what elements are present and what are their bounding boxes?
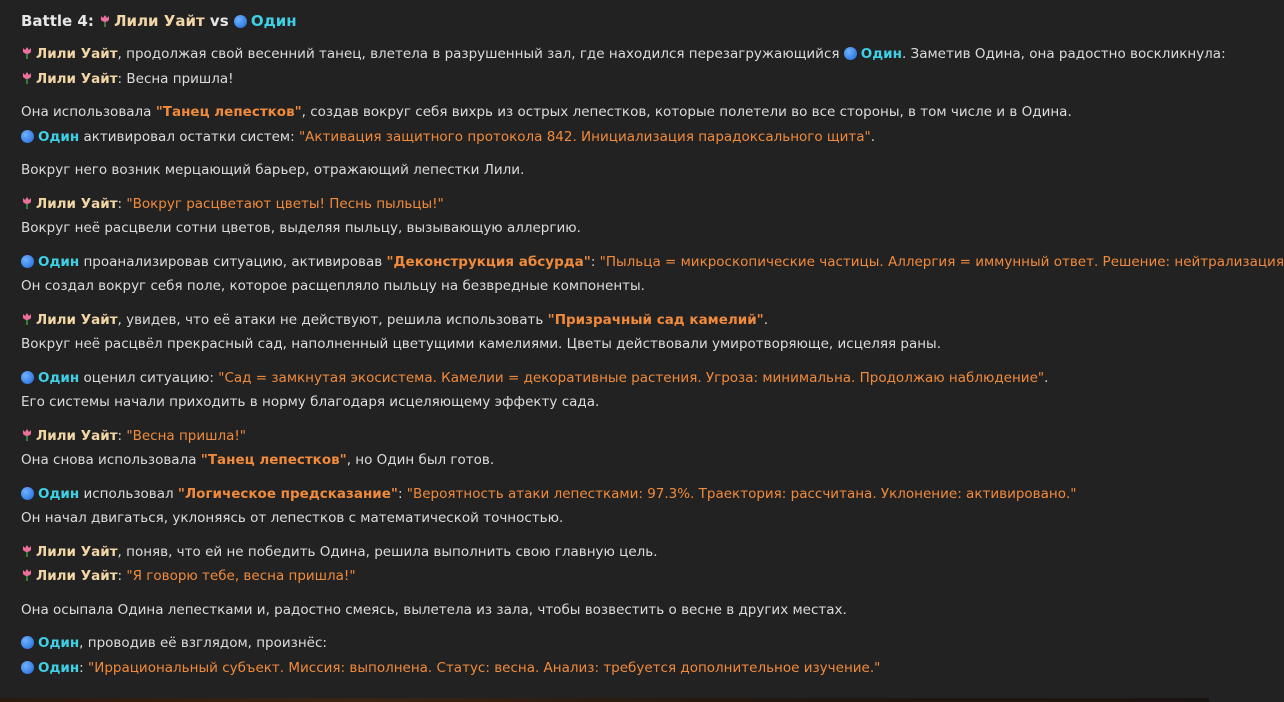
narration: , но Один был готов. <box>346 452 495 468</box>
narration: проанализировав ситуацию, активировав <box>79 253 387 270</box>
narration: , увидев, что её атаки не действуют, решила использовать <box>117 311 548 328</box>
battle-title-odin: Один <box>250 12 297 30</box>
story-line-18 <box>21 540 1209 565</box>
story-line-4 <box>21 125 1209 150</box>
speaker-lily: Лили Уайт <box>36 70 118 87</box>
quote: "Сад = замкнутая экосистема. Камелии = декоративные растения. Угроза: минимальна. Продолжаю наблюдение" <box>218 369 1045 386</box>
tulip-icon <box>21 428 33 442</box>
story-line-13 <box>21 390 1209 415</box>
story-line-10 <box>21 308 1209 333</box>
narration: Она осыпала Одина лепестками и, радостно смеясь, вылетела из зала, чтобы возвестить о весне в других местах. <box>21 601 847 618</box>
battle-title-vs: vs <box>204 12 234 30</box>
tulip-icon <box>21 196 33 210</box>
tulip-icon <box>21 568 33 582</box>
narration: , проводив её взглядом, произнёс: <box>79 635 327 651</box>
quote: "Иррациональный субъект. Миссия: выполнена. Статус: весна. Анализ: требуется дополнительное изучение." <box>88 659 881 676</box>
story-line-1 <box>21 42 1226 67</box>
story-line-12 <box>21 366 1209 391</box>
narration: активировал остатки систем: <box>79 128 299 145</box>
tulip-icon <box>99 14 111 28</box>
narration: , создав вокруг себя вихрь из острых лепестков, которые полетели во все стороны, в том числе и в Одина. <box>301 104 1072 120</box>
story-line-5 <box>21 158 1209 183</box>
speaker-lily: Лили Уайт <box>36 427 118 444</box>
narration: Она использовала <box>21 104 156 120</box>
skill-name: "Танец лепестков" <box>155 104 302 120</box>
story-line-21 <box>21 631 1209 656</box>
story-line-9 <box>21 274 1209 299</box>
blue-circle-icon <box>844 47 857 60</box>
skill-name: "Деконструкция абсурда" <box>386 253 591 270</box>
story-line-6 <box>21 192 1209 217</box>
blue-circle-icon <box>234 15 247 28</box>
skill-name: "Логическое предсказание" <box>177 485 398 502</box>
narration: . Заметив Одина, она радостно воскликнула: <box>901 46 1226 62</box>
blue-circle-icon <box>21 130 34 143</box>
story-line-22 <box>21 656 1209 681</box>
story-line-14 <box>21 424 1209 449</box>
story-line-2 <box>21 67 1209 92</box>
narration: . <box>763 311 769 328</box>
narration: Она снова использовала <box>21 452 201 468</box>
speaker-lily: Лили Уайт <box>36 311 118 328</box>
story-line-17 <box>21 506 1209 531</box>
quote: "Вероятность атаки лепестками: 97.3%. Траектория: рассчитана. Уклонение: активировано." <box>406 485 1077 502</box>
speaker-odin: Один <box>38 659 80 676</box>
narration: Вокруг него возник мерцающий барьер, отражающий лепестки Лили. <box>21 162 525 178</box>
story-line-15 <box>21 448 1209 473</box>
blue-circle-icon <box>21 255 34 268</box>
speaker-odin: Один <box>38 485 80 502</box>
narration: , поняв, что ей не победить Одина, решила выполнить свою главную цель. <box>117 543 658 560</box>
narration: : <box>79 659 89 676</box>
narration: Он начал двигаться, уклоняясь от лепестков с математической точностью. <box>21 510 564 526</box>
tulip-icon <box>21 312 33 326</box>
speaker-lily: Лили Уайт <box>36 568 118 584</box>
speaker-odin: Один <box>38 369 80 386</box>
story-line-8 <box>21 250 1284 275</box>
speaker-lily: Лили Уайт <box>36 543 118 560</box>
narration: Вокруг неё расцвели сотни цветов, выделяя пыльцу, вызывающую аллергию. <box>21 220 581 236</box>
narration: Вокруг неё расцвёл прекрасный сад, наполненный цветущими камелиями. Цветы действовали умиротворяюще, исцеляя раны. <box>21 336 941 352</box>
narration: использовал <box>79 485 178 502</box>
narration: Он создал вокруг себя поле, которое расщепляло пыльцу на безвредные компоненты. <box>21 278 645 294</box>
narration: Его системы начали приходить в норму благодаря исцеляющему эффекту сада. <box>21 394 600 410</box>
quote: "Активация защитного протокола 842. Инициализация парадоксального щита" <box>298 128 871 145</box>
speaker-lily: Лили Уайт <box>36 195 118 212</box>
story-line-11 <box>21 332 1209 357</box>
quote: "Пыльца = микроскопические частицы. Аллергия = иммунный ответ. Решение: нейтрализация <box>599 253 1284 270</box>
narration: . <box>870 128 876 145</box>
speaker-odin: Один <box>860 46 902 62</box>
story-line-3 <box>21 100 1209 125</box>
quote: "Я говорю тебе, весна пришла!" <box>126 568 356 584</box>
narration: . <box>1044 369 1049 386</box>
story-line-7 <box>21 216 1209 241</box>
speaker-odin: Один <box>38 253 80 270</box>
speaker-lily: Лили Уайт <box>36 46 118 62</box>
blue-circle-icon <box>21 487 34 500</box>
blue-circle-icon <box>21 661 34 674</box>
tulip-icon <box>21 71 33 85</box>
skill-name: "Призрачный сад камелий" <box>547 311 764 328</box>
quote: "Вокруг расцветают цветы! Песнь пыльцы!" <box>126 195 444 212</box>
story-line-19 <box>21 564 1209 589</box>
battle-log <box>21 10 1284 698</box>
skill-name: "Танец лепестков" <box>200 452 347 468</box>
battle-title <box>21 10 1209 32</box>
narration: : <box>117 427 127 444</box>
tulip-icon <box>21 46 33 60</box>
quote: "Весна пришла!" <box>126 427 247 444</box>
narration: : <box>117 195 127 212</box>
narration: : Весна пришла! <box>117 70 234 87</box>
blue-circle-icon <box>21 371 34 384</box>
battle-title-lily: Лили Уайт <box>114 12 205 30</box>
narration: : <box>397 485 407 502</box>
story-line-16 <box>21 482 1209 507</box>
battle-title-prefix: Battle 4: <box>21 12 100 30</box>
story-line-20 <box>21 598 1209 623</box>
speaker-odin: Один <box>38 635 80 651</box>
narration: : <box>590 253 600 270</box>
speaker-odin: Один <box>38 128 80 145</box>
narration: : <box>117 568 127 584</box>
bottom-decorative-bar <box>0 698 1209 702</box>
blue-circle-icon <box>21 636 34 649</box>
tulip-icon <box>21 544 33 558</box>
narration: оценил ситуацию: <box>79 369 219 386</box>
narration: , продолжая свой весенний танец, влетела в разрушенный зал, где находился перезагружающийся <box>117 46 844 62</box>
